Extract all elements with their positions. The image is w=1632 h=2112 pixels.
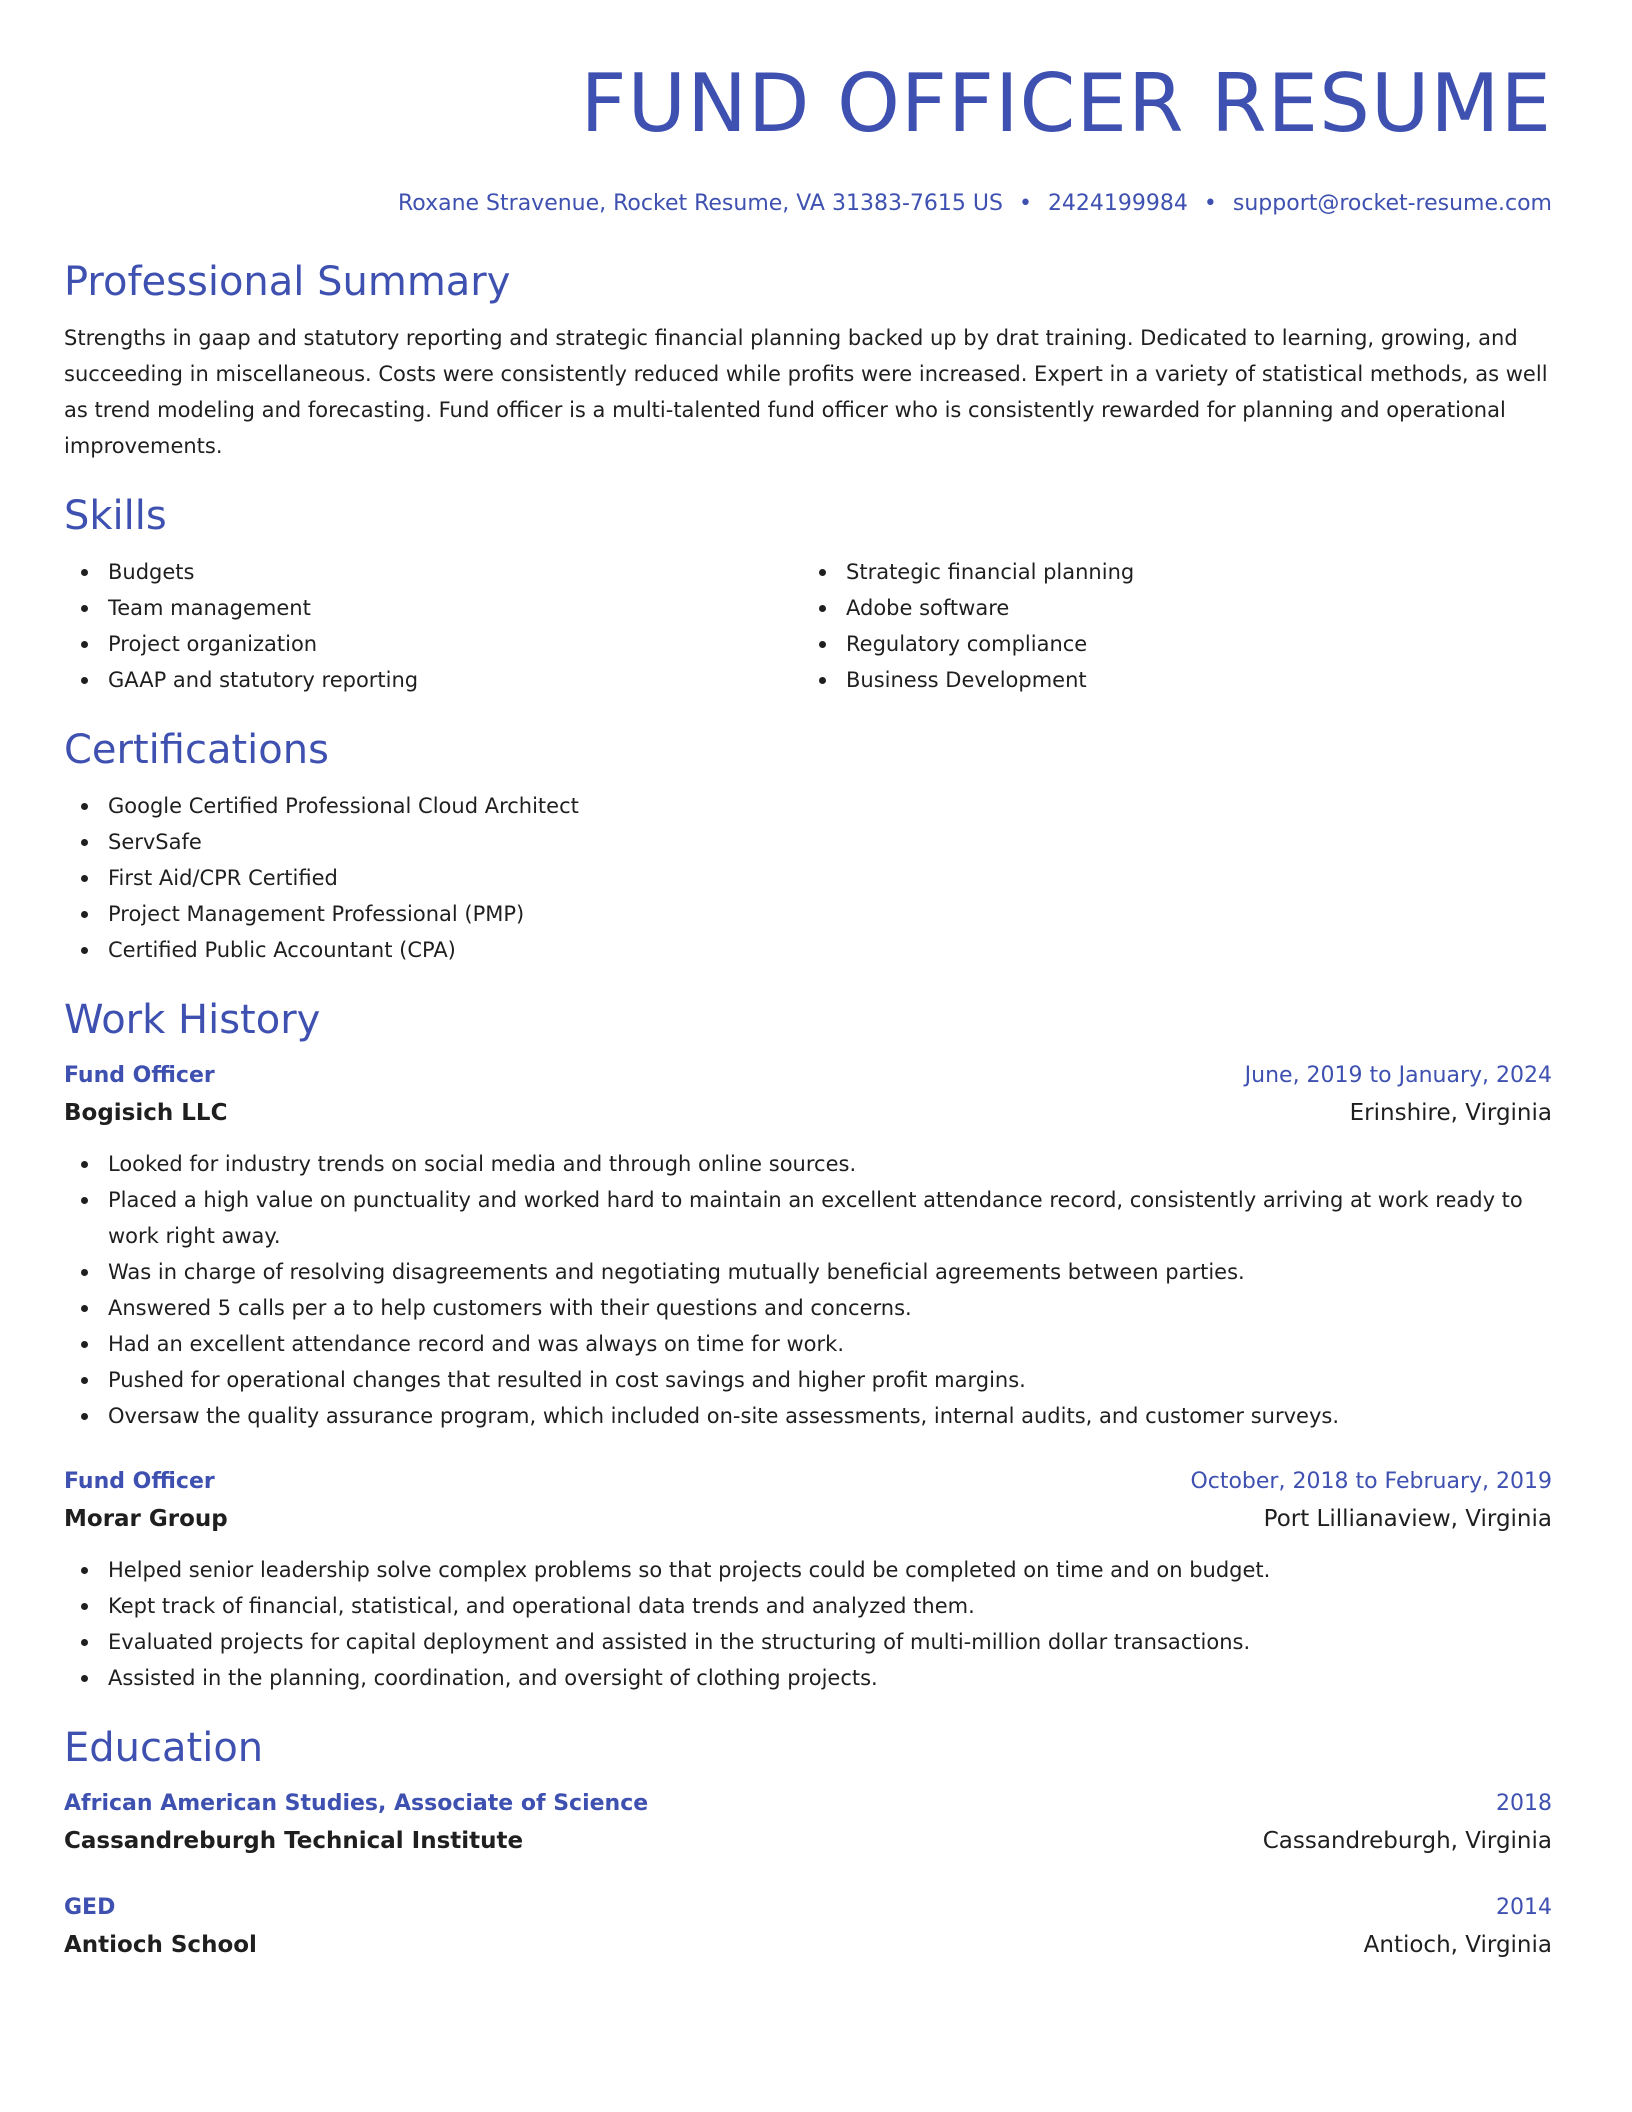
contact-address: Roxane Stravenue, Rocket Resume, VA 31383-7615 US bbox=[398, 191, 1003, 216]
education-school-row bbox=[64, 1822, 1552, 1860]
skills-grid bbox=[64, 554, 1552, 698]
skills-column-left bbox=[64, 554, 802, 698]
education-entry bbox=[64, 1890, 1552, 1964]
section-heading-skills: Skills bbox=[64, 493, 167, 539]
job-bullet: Assisted in the planning, coordination, and oversight of clothing projects. bbox=[64, 1660, 1552, 1696]
contact-line bbox=[64, 190, 1552, 218]
job-dates: October, 2018 to February, 2019 bbox=[1190, 1469, 1552, 1494]
job-company-row bbox=[64, 1500, 1552, 1538]
certification-item: Google Certified Professional Cloud Architect bbox=[64, 788, 1552, 824]
job-location: Erinshire, Virginia bbox=[1349, 1100, 1552, 1126]
job-bullet: Helped senior leadership solve complex problems so that projects could be completed on time and on budget. bbox=[64, 1552, 1552, 1588]
job-company: Bogisich LLC bbox=[64, 1100, 228, 1126]
job-bullet: Placed a high value on punctuality and worked hard to maintain an excellent attendance record, consistently arriving at work ready to work right away. bbox=[64, 1182, 1552, 1254]
certification-item: Certified Public Accountant (CPA) bbox=[64, 932, 1552, 968]
education-header-row bbox=[64, 1890, 1552, 1926]
job-company-row bbox=[64, 1094, 1552, 1132]
education-degree: GED bbox=[64, 1895, 116, 1920]
job-bullet: Looked for industry trends on social media and through online sources. bbox=[64, 1146, 1552, 1182]
skill-item: Strategic financial planning bbox=[802, 554, 1540, 590]
job-bullets bbox=[64, 1146, 1552, 1434]
certifications-list bbox=[64, 788, 1552, 968]
job-location: Port Lillianaview, Virginia bbox=[1263, 1506, 1552, 1532]
education-degree: African American Studies, Associate of Science bbox=[64, 1791, 649, 1816]
job-bullet: Evaluated projects for capital deployment and assisted in the structuring of multi-million dollar transactions. bbox=[64, 1624, 1552, 1660]
contact-phone: 2424199984 bbox=[1047, 191, 1188, 216]
skill-item: Project organization bbox=[64, 626, 802, 662]
skills-column-right bbox=[802, 554, 1540, 698]
skill-item: Business Development bbox=[802, 662, 1540, 698]
skill-item: Team management bbox=[64, 590, 802, 626]
job-title: Fund Officer bbox=[64, 1469, 215, 1494]
skill-item: Regulatory compliance bbox=[802, 626, 1540, 662]
section-heading-certifications: Certifications bbox=[64, 727, 329, 773]
skill-item: Budgets bbox=[64, 554, 802, 590]
job-bullet: Had an excellent attendance record and was always on time for work. bbox=[64, 1326, 1552, 1362]
job-dates: June, 2019 to January, 2024 bbox=[1244, 1063, 1552, 1088]
education-header-row bbox=[64, 1786, 1552, 1822]
skill-item: GAAP and statutory reporting bbox=[64, 662, 802, 698]
summary-text: Strengths in gaap and statutory reporting and strategic financial planning backed up by drat training. Dedicated to learning, growing, and succeeding in miscellaneous. Costs were consistently reduced while profits were increased. Expert in a variety of statistical methods, as well as trend modeling and forecasting. Fund officer is a multi-talented fund officer who is consistently rewarded for planning and operational improvements. bbox=[64, 326, 1548, 458]
section-heading-work-history: Work History bbox=[64, 997, 321, 1043]
job-company: Morar Group bbox=[64, 1506, 228, 1532]
section-heading-summary: Professional Summary bbox=[64, 259, 511, 305]
job-bullets bbox=[64, 1552, 1552, 1696]
job-entry bbox=[64, 1058, 1552, 1434]
skills-list-right bbox=[802, 554, 1540, 698]
education-school: Antioch School bbox=[64, 1932, 257, 1958]
job-bullet: Kept track of financial, statistical, and operational data trends and analyzed them. bbox=[64, 1588, 1552, 1624]
job-entry bbox=[64, 1464, 1552, 1696]
resume-title: FUND OFFICER RESUME bbox=[580, 57, 1552, 150]
contact-separator: • bbox=[1203, 191, 1217, 216]
education-location: Cassandreburgh, Virginia bbox=[1262, 1828, 1552, 1854]
skill-item: Adobe software bbox=[802, 590, 1540, 626]
certification-item: First Aid/CPR Certified bbox=[64, 860, 1552, 896]
education-entry bbox=[64, 1786, 1552, 1860]
job-title: Fund Officer bbox=[64, 1063, 215, 1088]
job-bullet: Pushed for operational changes that resulted in cost savings and higher profit margins. bbox=[64, 1362, 1552, 1398]
certification-item: ServSafe bbox=[64, 824, 1552, 860]
job-bullet: Was in charge of resolving disagreements and negotiating mutually beneficial agreements between parties. bbox=[64, 1254, 1552, 1290]
contact-email[interactable]: support@rocket-resume.com bbox=[1232, 191, 1552, 216]
skills-list-left bbox=[64, 554, 802, 698]
education-school: Cassandreburgh Technical Institute bbox=[64, 1828, 524, 1854]
job-bullet: Answered 5 calls per a to help customers with their questions and concerns. bbox=[64, 1290, 1552, 1326]
education-location: Antioch, Virginia bbox=[1363, 1932, 1552, 1958]
job-bullet: Oversaw the quality assurance program, which included on-site assessments, internal audits, and customer surveys. bbox=[64, 1398, 1552, 1434]
job-header-row bbox=[64, 1464, 1552, 1500]
contact-separator: • bbox=[1018, 191, 1032, 216]
certification-item: Project Management Professional (PMP) bbox=[64, 896, 1552, 932]
education-school-row bbox=[64, 1926, 1552, 1964]
education-year: 2018 bbox=[1496, 1791, 1552, 1816]
job-header-row bbox=[64, 1058, 1552, 1094]
section-heading-education: Education bbox=[64, 1725, 264, 1771]
education-year: 2014 bbox=[1496, 1895, 1552, 1920]
